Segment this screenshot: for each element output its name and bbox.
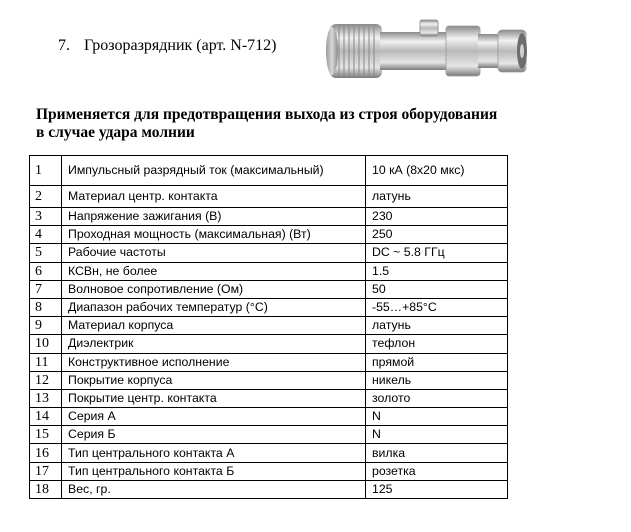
table-row <box>30 280 508 298</box>
parameter-value: розетка <box>366 462 508 480</box>
parameter-value: латунь <box>366 186 508 208</box>
row-number: 1 <box>30 156 62 186</box>
table-row <box>30 462 508 480</box>
parameter-name: Импульсный разрядный ток (максимальный) <box>62 156 366 186</box>
parameter-value: 250 <box>366 226 508 244</box>
product-heading <box>58 37 277 55</box>
table-row <box>30 244 508 262</box>
row-number: 6 <box>30 262 62 280</box>
row-number: 4 <box>30 226 62 244</box>
purpose-line-2: в случае удара молнии <box>36 124 195 141</box>
parameter-name: Вес, гр. <box>62 480 366 498</box>
table-row <box>30 226 508 244</box>
parameter-name: Материал корпуса <box>62 317 366 335</box>
parameter-name: Напряжение зажигания (В) <box>62 208 366 226</box>
parameter-name: Проходная мощность (максимальная) (Вт) <box>62 226 366 244</box>
parameter-value: 1.5 <box>366 262 508 280</box>
row-number: 2 <box>30 186 62 208</box>
row-number: 14 <box>30 408 62 426</box>
parameter-name: Материал центр. контакта <box>62 186 366 208</box>
table-row <box>30 353 508 371</box>
lightning-arrester-image <box>322 16 530 82</box>
table-row <box>30 444 508 462</box>
table-row <box>30 480 508 498</box>
parameter-name: Серия Б <box>62 426 366 444</box>
table-row <box>30 408 508 426</box>
parameter-value: 125 <box>366 480 508 498</box>
parameter-name: Серия А <box>62 408 366 426</box>
row-number: 12 <box>30 371 62 389</box>
table-row <box>30 335 508 353</box>
parameter-value: N <box>366 408 508 426</box>
row-number: 3 <box>30 208 62 226</box>
row-number: 9 <box>30 317 62 335</box>
parameter-value: 10 кА (8х20 мкс) <box>366 156 508 186</box>
parameter-value: DC ~ 5.8 ГГц <box>366 244 508 262</box>
specifications-table <box>29 155 508 499</box>
parameter-value: латунь <box>366 317 508 335</box>
product-title: Грозоразрядник (арт. N-712) <box>84 37 277 54</box>
table-row <box>30 262 508 280</box>
table-row <box>30 426 508 444</box>
parameter-name: Диэлектрик <box>62 335 366 353</box>
table-row <box>30 371 508 389</box>
row-number: 16 <box>30 444 62 462</box>
parameter-name: Диапазон рабочих температур (°С) <box>62 298 366 316</box>
row-number: 18 <box>30 480 62 498</box>
parameter-name: Рабочие частоты <box>62 244 366 262</box>
parameter-value: прямой <box>366 353 508 371</box>
parameter-name: Волновое сопротивление (Ом) <box>62 280 366 298</box>
parameter-value: золото <box>366 389 508 407</box>
parameter-value: -55…+85°С <box>366 298 508 316</box>
table-row <box>30 208 508 226</box>
parameter-value: 50 <box>366 280 508 298</box>
parameter-value: N <box>366 426 508 444</box>
row-number: 17 <box>30 462 62 480</box>
purpose-line-1: Применяется для предотвращения выхода из строя оборудования <box>36 106 498 123</box>
parameter-name: Тип центрального контакта Б <box>62 462 366 480</box>
table-row <box>30 389 508 407</box>
row-number: 15 <box>30 426 62 444</box>
row-number: 13 <box>30 389 62 407</box>
table-row <box>30 298 508 316</box>
product-number: 7. <box>58 37 70 54</box>
table-row <box>30 156 508 186</box>
row-number: 8 <box>30 298 62 316</box>
row-number: 7 <box>30 280 62 298</box>
purpose-text <box>36 106 497 142</box>
parameter-name: Покрытие корпуса <box>62 371 366 389</box>
parameter-name: Конструктивное исполнение <box>62 353 366 371</box>
parameter-name: Покрытие центр. контакта <box>62 389 366 407</box>
row-number: 10 <box>30 335 62 353</box>
parameter-value: тефлон <box>366 335 508 353</box>
parameter-name: Тип центрального контакта А <box>62 444 366 462</box>
row-number: 5 <box>30 244 62 262</box>
parameter-value: никель <box>366 371 508 389</box>
table-row <box>30 317 508 335</box>
table-row <box>30 186 508 208</box>
parameter-name: КСВн, не более <box>62 262 366 280</box>
parameter-value: вилка <box>366 444 508 462</box>
row-number: 11 <box>30 353 62 371</box>
parameter-value: 230 <box>366 208 508 226</box>
